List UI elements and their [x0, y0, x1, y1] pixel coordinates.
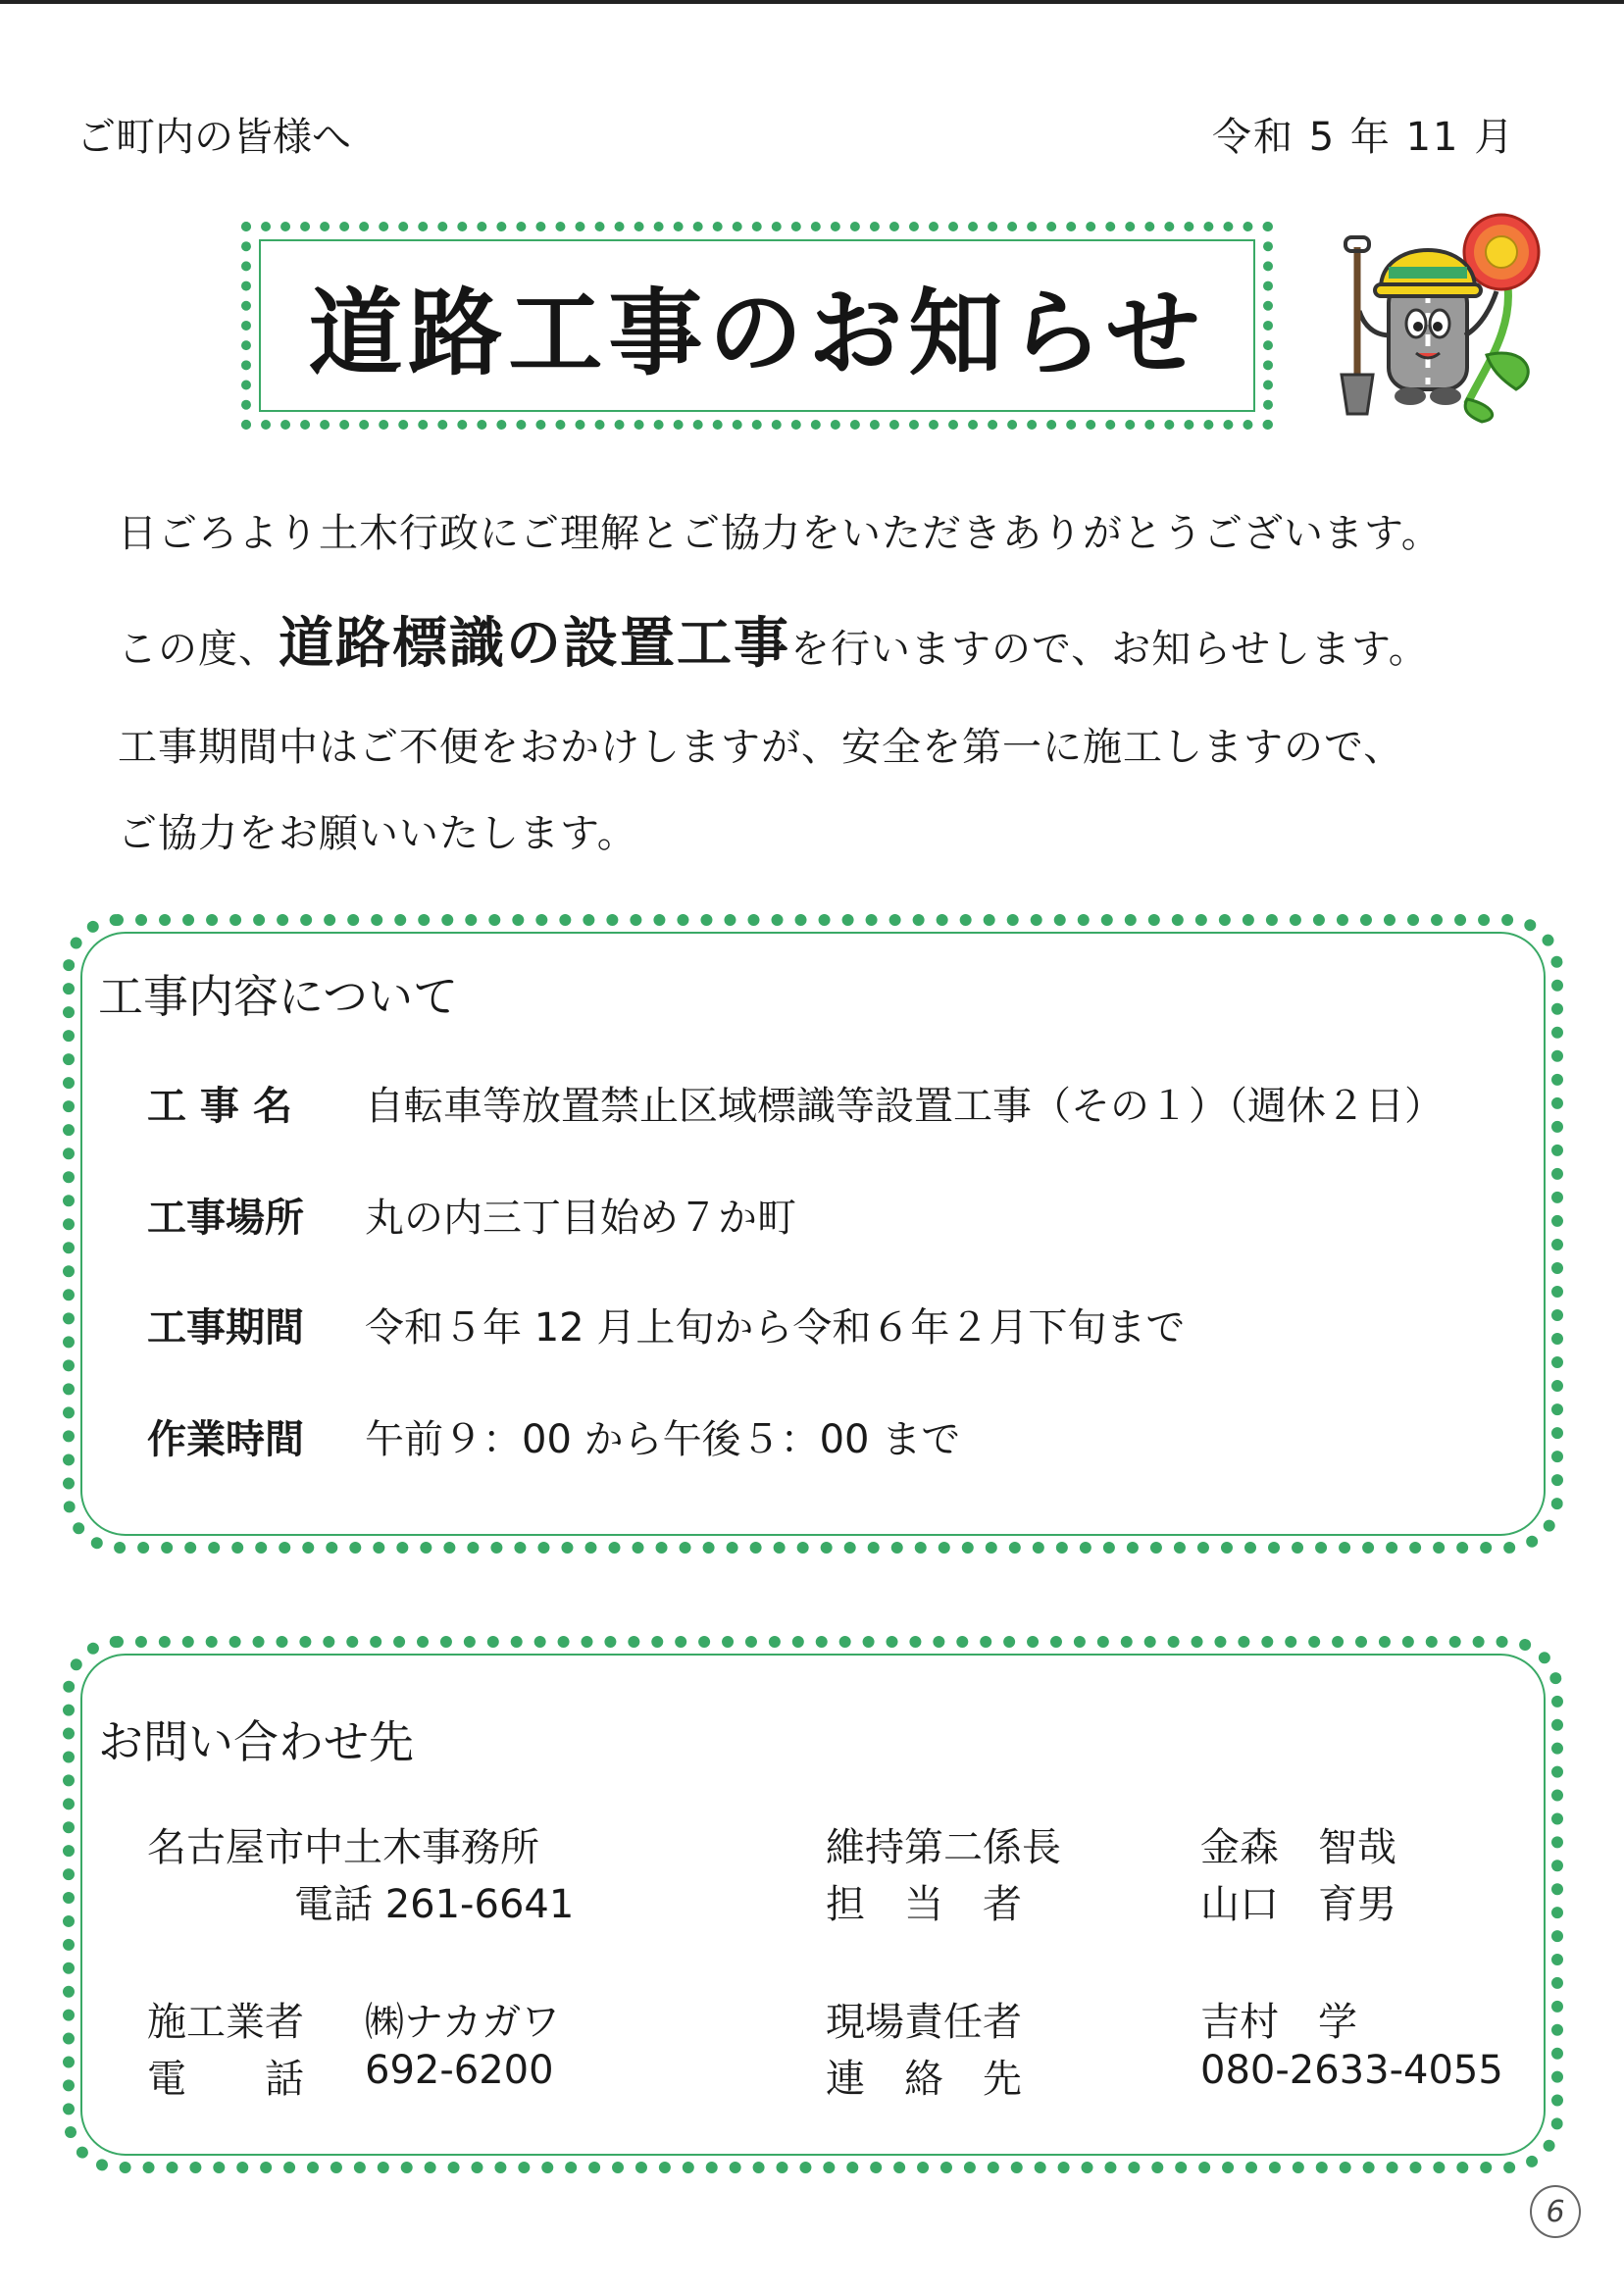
office-phone: 電話 261-6641	[294, 1882, 575, 1927]
intro-line-3: 工事期間中はご不便をおかけしますが、安全を第一に施工しますので、	[118, 725, 1404, 770]
contractor-label: 施工業者	[147, 2000, 304, 2045]
addressee: ご町内の皆様へ	[76, 115, 351, 160]
intro-line-2-pre: この度、	[118, 627, 279, 672]
intro-line-4: ご協力をお願いいたします。	[118, 811, 637, 856]
contact-heading: お問い合わせ先	[98, 1715, 414, 1768]
construction-heading: 工事内容について	[98, 970, 459, 1023]
construction-period-label: 工事期間	[147, 1305, 304, 1351]
construction-period-value: 令和５年 12 月上旬から令和６年２月下旬まで	[365, 1305, 1186, 1351]
work-hours-label: 作業時間	[147, 1417, 304, 1462]
office-name: 名古屋市中土木事務所	[147, 1825, 539, 1870]
site-manager-title: 現場責任者	[826, 2000, 1022, 2045]
title-inner	[259, 239, 1255, 412]
construction-name-value: 自転車等放置禁止区域標識等設置工事（その１）（週休２日）	[365, 1084, 1444, 1129]
construction-location-label: 工事場所	[147, 1196, 304, 1241]
issue-date: 令和 5 年 11 月	[1212, 115, 1516, 160]
contractor-phone: 692-6200	[365, 2048, 554, 2093]
staff-title: 担 当 者	[826, 1882, 1022, 1927]
contact-title: 連 絡 先	[826, 2057, 1022, 2102]
contact-phone: 080-2633-4055	[1200, 2048, 1503, 2093]
intro-line-2	[118, 600, 1429, 679]
page-title: 道路工事のお知らせ	[308, 278, 1206, 388]
intro-emphasis: 道路標識の設置工事	[279, 612, 790, 676]
chief-title: 維持第二係長	[826, 1825, 1061, 1870]
title-frame	[241, 222, 1273, 430]
chief-name: 金森 智哉	[1200, 1825, 1396, 1870]
contractor-phone-label: 電 話	[147, 2057, 304, 2102]
contractor-name: ㈱ナカガワ	[365, 2000, 561, 2045]
construction-name-label: 工 事 名	[147, 1084, 292, 1129]
construction-location-value: 丸の内三丁目始め７か町	[365, 1196, 796, 1241]
site-manager-name: 吉村 学	[1200, 2000, 1357, 2045]
staff-name: 山口 育男	[1200, 1882, 1396, 1927]
page-number: 6	[1530, 2185, 1581, 2238]
intro-line-2-post: を行いますので、お知らせします。	[790, 627, 1429, 672]
intro-line-1: 日ごろより土木行政にご理解とご協力をいただきありがとうございます。	[118, 511, 1442, 556]
work-hours-value: 午前９：00 から午後５：00 まで	[365, 1417, 961, 1462]
construction-mascot-icon	[1320, 208, 1546, 424]
scan-top-edge	[0, 0, 1624, 4]
